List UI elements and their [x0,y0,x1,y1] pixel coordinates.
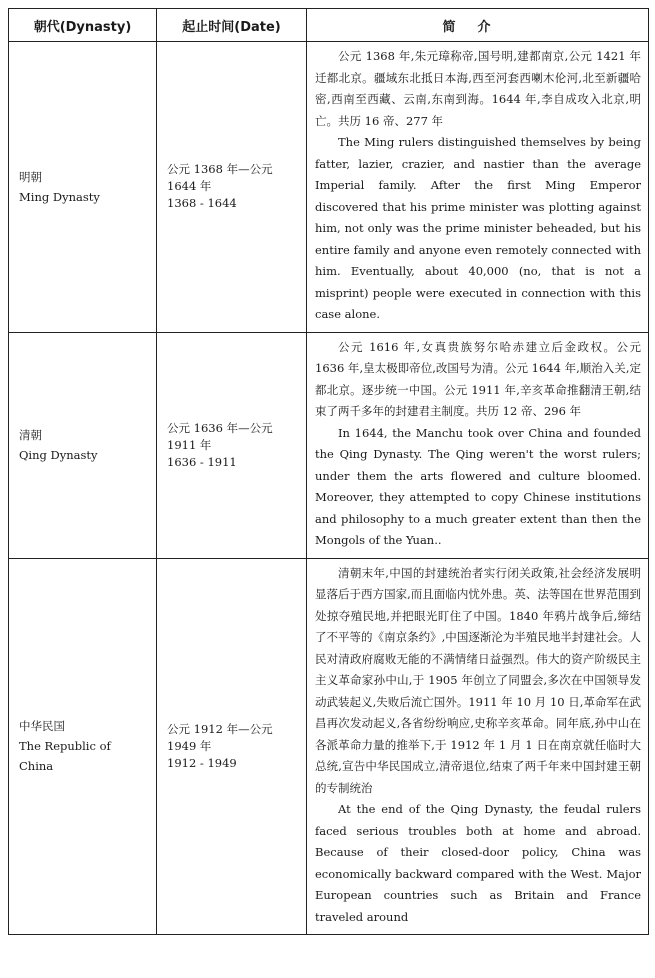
description-chinese: 公元 1616 年,女真贵族努尔哈赤建立后金政权。公元 1636 年,皇太极即帝位,改国号为清。公元 1644 年,顺治入关,定都北京。逐步统一中国。公元 1911 年,辛亥革命推翻清王朝,结束了两千多年的封建君主制度。共历 12 帝、296 年 [315,339,641,418]
date-range-en: 1636 - 1911 [167,454,237,469]
date-end-year: 1949 年 [167,738,212,753]
description-cell [307,558,649,935]
header-intro: 简介 [307,9,649,42]
table-row-ming [9,42,649,333]
header-date: 起止时间(Date) [157,9,307,42]
description-english: At the end of the Qing Dynasty, the feudal rulers faced serious troubles both at home and abroad. Because of their closed-door policy, China was economically backward compared with the West. Major European countries such as Britain and France traveled around [315,802,641,924]
description-cell [307,332,649,558]
dynasty-name-en: Qing Dynasty [19,448,98,462]
date-range-cn: 公元 1636 年—公元 [167,420,273,435]
dynasty-cell [9,42,157,333]
dynasty-name-en: The Republic of China [19,739,111,774]
date-cell [157,42,307,333]
dynasty-name-cn: 明朝 [19,169,42,184]
dynasty-cell [9,558,157,935]
header-dynasty: 朝代(Dynasty) [9,9,157,42]
dynasty-name-en: Ming Dynasty [19,189,100,204]
description-chinese: 公元 1368 年,朱元璋称帝,国号明,建都南京,公元 1421 年迁都北京。疆域东北抵日本海,西至河套西喇木伦河,北至新疆哈密,西南至西藏、云南,东南到海。1644 年,李自成攻入北京,明亡。共历 16 帝、277 年 [315,49,641,128]
description-chinese: 清朝末年,中国的封建统治者实行闭关政策,社会经济发展明显落后于西方国家,而且面临内忧外患。英、法等国在世界范围到处掠夺殖民地,并把眼光盯住了中国。1840 年鸦片战争后,缔结了不平等的《南京条约》,中国逐渐沦为半殖民地半封建社会。人民对清政府腐败无能的不满情绪日益强烈。伟大的资产阶级民主主义革命家孙中山,于 1905 年创立了同盟会,多次在中国领导发动武装起义,失败后流亡国外。1911 年 10 月 10 日,革命军在武昌再次发动起义,各省纷纷响应,史称辛亥革命。同年底,孙中山在各派革命力量的推举下,于 1912 年 1 月 1 日在南京就任临时大总统,宣告中华民国成立,清帝退位,结束了两千年来中国封建王朝的专制统治 [315,565,641,795]
dynasty-name-cn: 中华民国 [19,719,65,734]
date-range-en: 1368 - 1644 [167,196,237,211]
date-range-cn: 公元 1912 年—公元 [167,721,273,736]
table-row-qing [9,332,649,558]
date-end-year: 1644 年 [167,179,212,194]
description-cell [307,42,649,333]
date-range-cn: 公元 1368 年—公元 [167,162,273,177]
dynasty-table [8,8,649,935]
date-cell [157,332,307,558]
description-english: The Ming rulers distinguished themselves by being fatter, lazier, crazier, and nastier than the average Imperial family. After the first Ming Emperor discovered that his prime minister was plotting against him, not only was the prime minister beheaded, but his entire family and anyone even remotely connected with him. Eventually, about 40,000 (no, that is not a misprint) people were executed in connection with this case alone. [315,135,641,321]
description-english: In 1644, the Manchu took over China and founded the Qing Dynasty. The Qing weren't the worst rulers; under them the arts flowered and culture bloomed. Moreover, they attempted to copy Chinese institutions and philosophy to a much greater extent than then the Mongols of the Yuan.. [315,425,641,547]
table-header-row [9,9,649,42]
date-range-en: 1912 - 1949 [167,755,237,770]
table-row-republic [9,558,649,935]
date-end-year: 1911 年 [167,437,212,452]
dynasty-cell [9,332,157,558]
dynasty-name-cn: 清朝 [19,428,42,442]
date-cell [157,558,307,935]
